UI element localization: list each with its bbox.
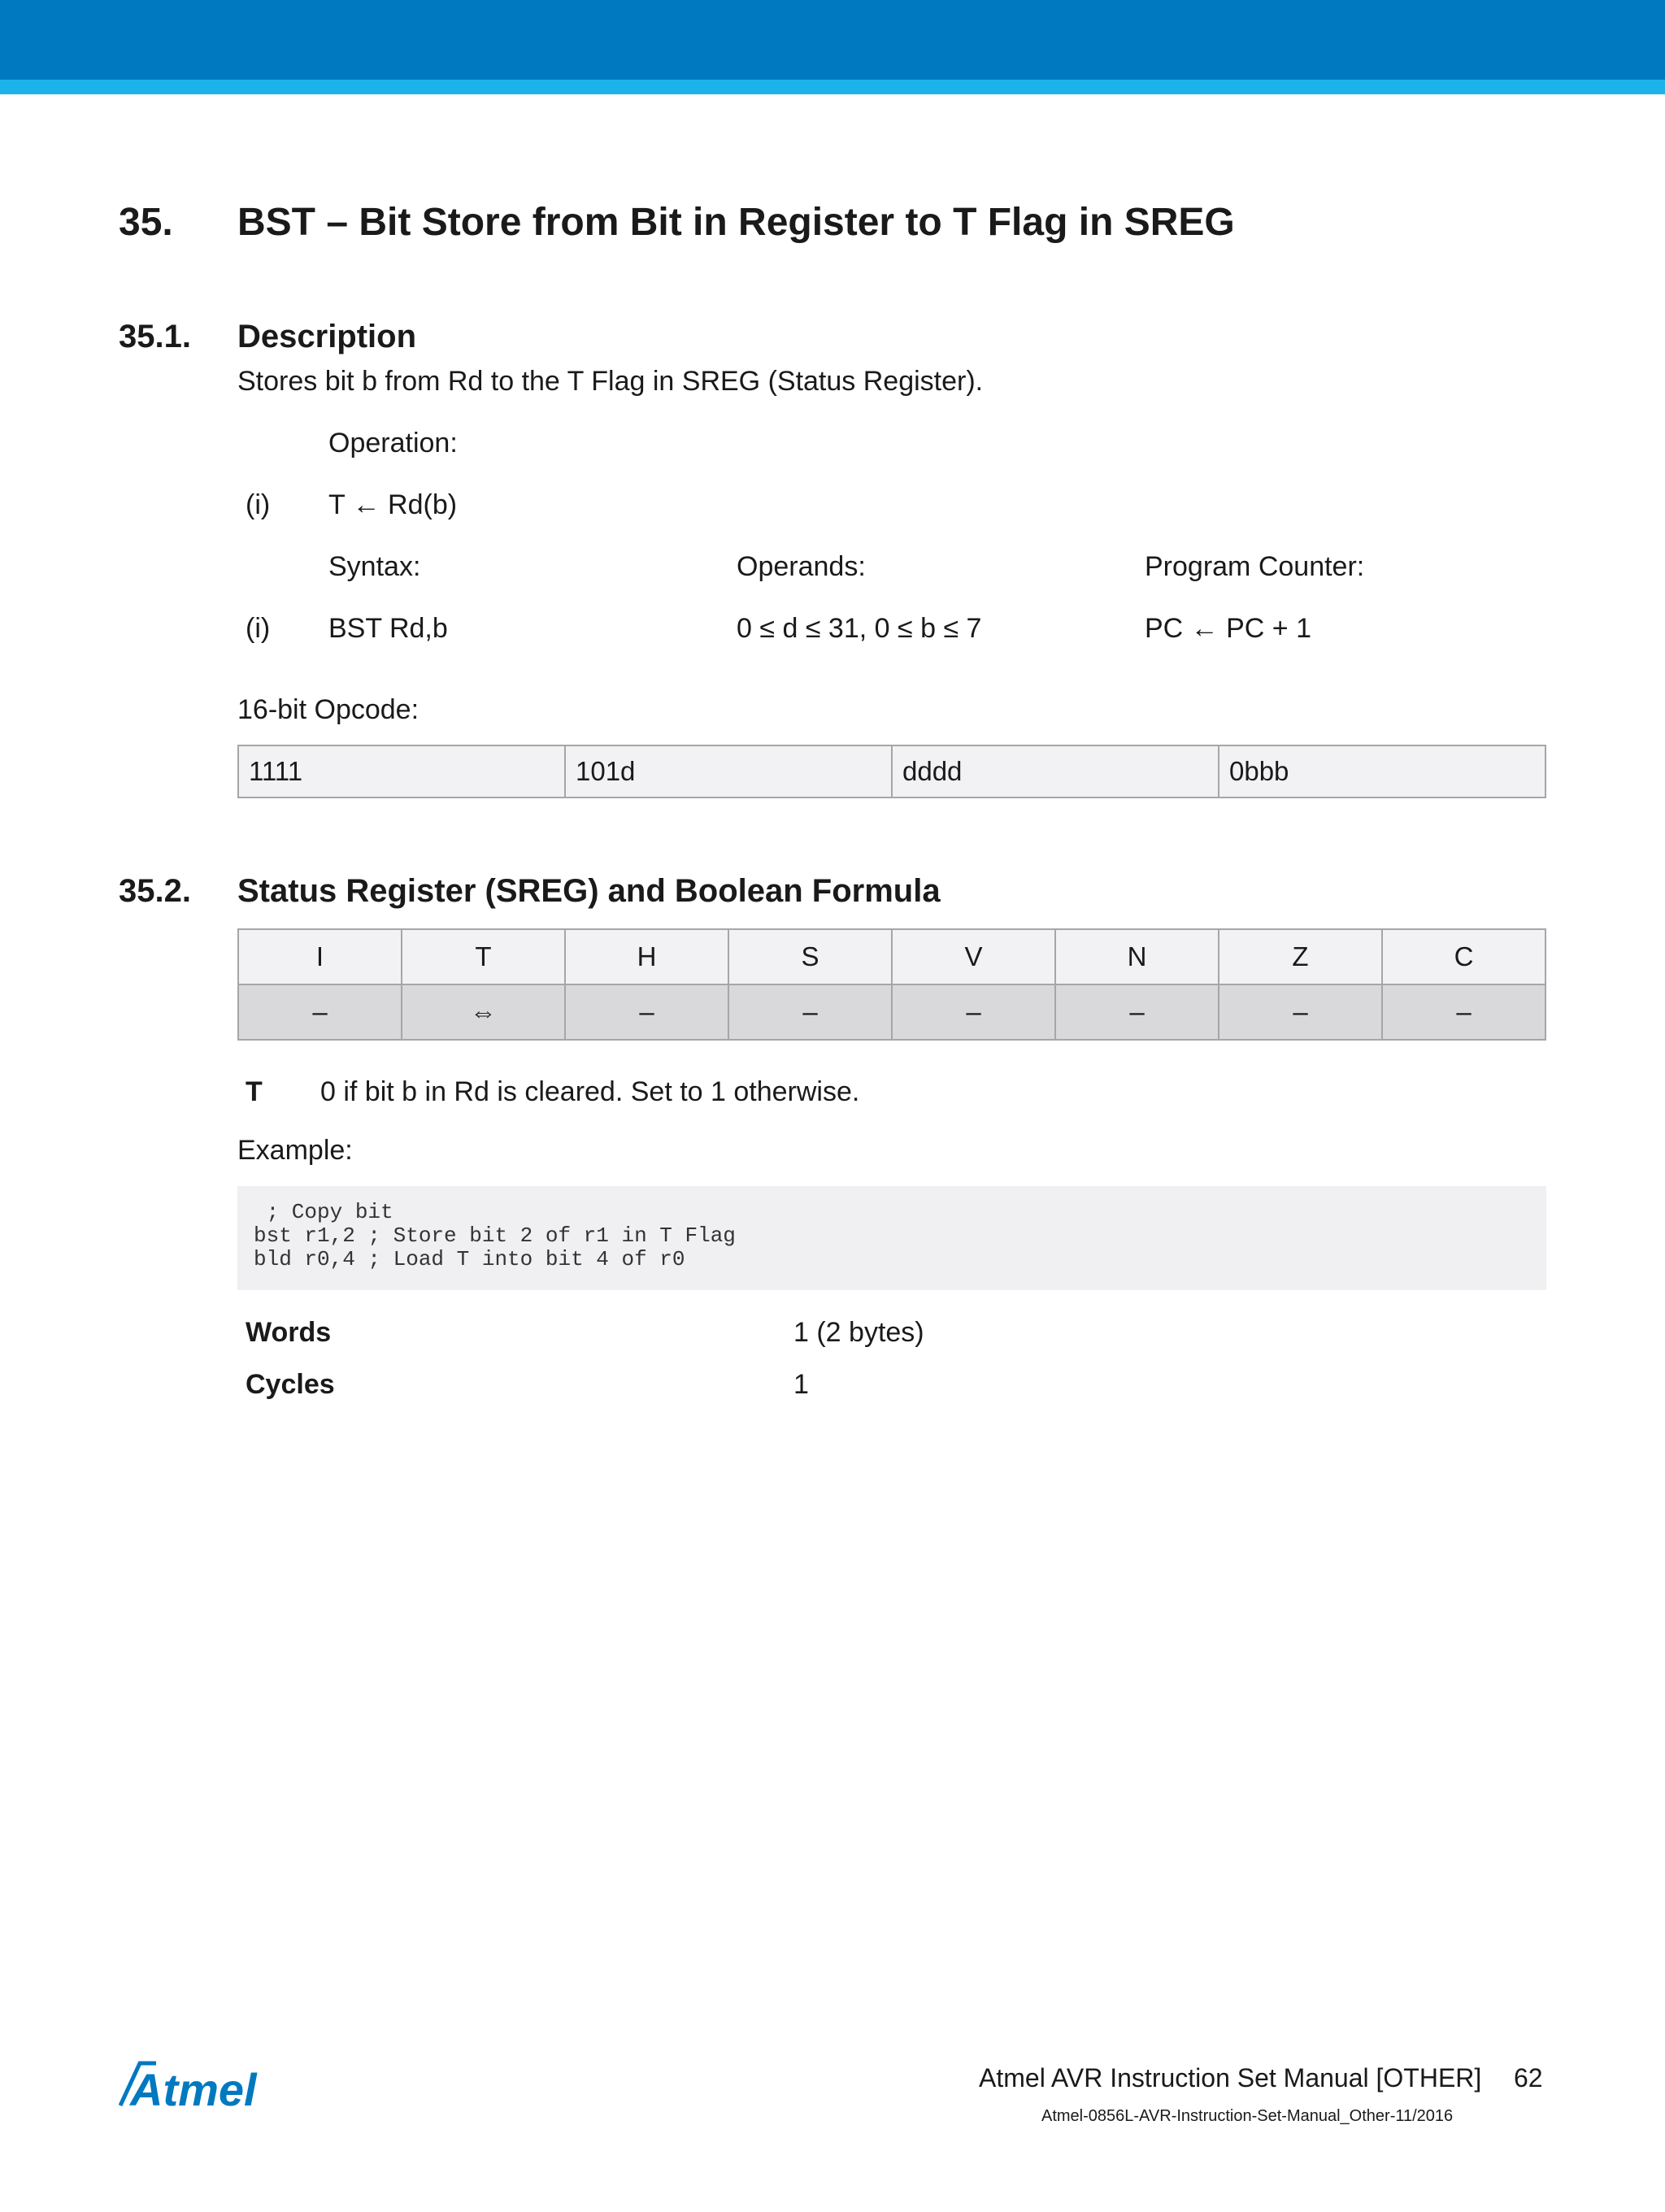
description-text: Stores bit b from Rd to the T Flag in SREG (Status Register).	[237, 366, 984, 397]
sreg-flag-cell: T	[402, 930, 566, 984]
operation-index: (i)	[246, 489, 271, 520]
subsection-heading-description: Description	[237, 319, 417, 354]
opcode-cell: 101d	[566, 746, 893, 797]
syntax-value: BST Rd,b	[328, 613, 448, 644]
cycles-label: Cycles	[246, 1369, 335, 1400]
operands-label: Operands:	[737, 551, 866, 582]
program-counter-label: Program Counter:	[1145, 551, 1365, 582]
subsection-number-description: 35.1.	[119, 319, 191, 354]
footer-doc-id: Atmel-0856L-AVR-Instruction-Set-Manual_Other-11/2016	[1041, 2107, 1454, 2125]
section-number: 35.	[119, 201, 173, 244]
sreg-flag-cell: S	[729, 930, 893, 984]
sreg-value-cell: –	[1219, 985, 1383, 1039]
flag-note-text: 0 if bit b in Rd is cleared. Set to 1 otherwise.	[320, 1076, 860, 1107]
sreg-table	[237, 928, 1546, 1041]
sreg-flag-cell: V	[893, 930, 1056, 984]
sreg-value-cell: –	[239, 985, 402, 1039]
operands-value: 0 ≤ d ≤ 31, 0 ≤ b ≤ 7	[737, 613, 982, 644]
subsection-heading-sreg: Status Register (SREG) and Boolean Formula	[237, 873, 941, 909]
flag-note-name: T	[246, 1076, 263, 1107]
sreg-value-cell: –	[893, 985, 1056, 1039]
sreg-flag-cell: H	[566, 930, 729, 984]
words-value: 1 (2 bytes)	[793, 1317, 924, 1348]
sreg-value-cell: ⇔	[402, 985, 566, 1039]
sreg-value-cell: –	[1456, 997, 1472, 1027]
sreg-value-row	[239, 985, 1545, 1039]
sreg-flag-cell: Z	[1219, 930, 1383, 984]
sreg-flag-row	[239, 930, 1545, 985]
cycles-value: 1	[793, 1369, 809, 1400]
sreg-flag-cell: N	[1056, 930, 1219, 984]
sreg-value-cell: –	[1056, 985, 1219, 1039]
code-line: bld r0,4 ; Load T into bit 4 of r0	[254, 1247, 685, 1271]
code-line: bst r1,2 ; Store bit 2 of r1 in T Flag	[254, 1223, 736, 1248]
opcode-label: 16-bit Opcode:	[237, 694, 420, 725]
atmel-logo	[117, 2057, 288, 2115]
header-accent-band	[0, 80, 1665, 94]
program-counter-value: PC ← PC + 1	[1145, 613, 1312, 644]
opcode-table	[237, 745, 1546, 798]
atmel-logo-text: Atmel	[130, 2064, 257, 2115]
opcode-cell: 0bbb	[1229, 756, 1289, 786]
syntax-index: (i)	[246, 613, 271, 644]
sreg-flag-cell: I	[239, 930, 402, 984]
section-title: BST – Bit Store from Bit in Register to T Flag in SREG	[237, 201, 1235, 244]
page-number: 62	[1514, 2063, 1543, 2092]
words-label: Words	[246, 1317, 332, 1348]
syntax-label: Syntax:	[328, 551, 421, 582]
example-label: Example:	[237, 1135, 353, 1166]
operation-label: Operation:	[328, 428, 458, 458]
code-example	[237, 1186, 1546, 1290]
subsection-number-sreg: 35.2.	[119, 873, 191, 909]
sreg-value-cell: –	[566, 985, 729, 1039]
sreg-value-cell: –	[729, 985, 893, 1039]
sreg-flag-cell: C	[1454, 941, 1474, 971]
operation-formula: T ← Rd(b)	[328, 489, 458, 520]
opcode-cell: 1111	[239, 746, 566, 797]
opcode-cell: dddd	[893, 746, 1219, 797]
header-band	[0, 0, 1665, 80]
code-line: ; Copy bit	[254, 1200, 393, 1224]
footer-manual-title: Atmel AVR Instruction Set Manual [OTHER]	[979, 2063, 1482, 2092]
